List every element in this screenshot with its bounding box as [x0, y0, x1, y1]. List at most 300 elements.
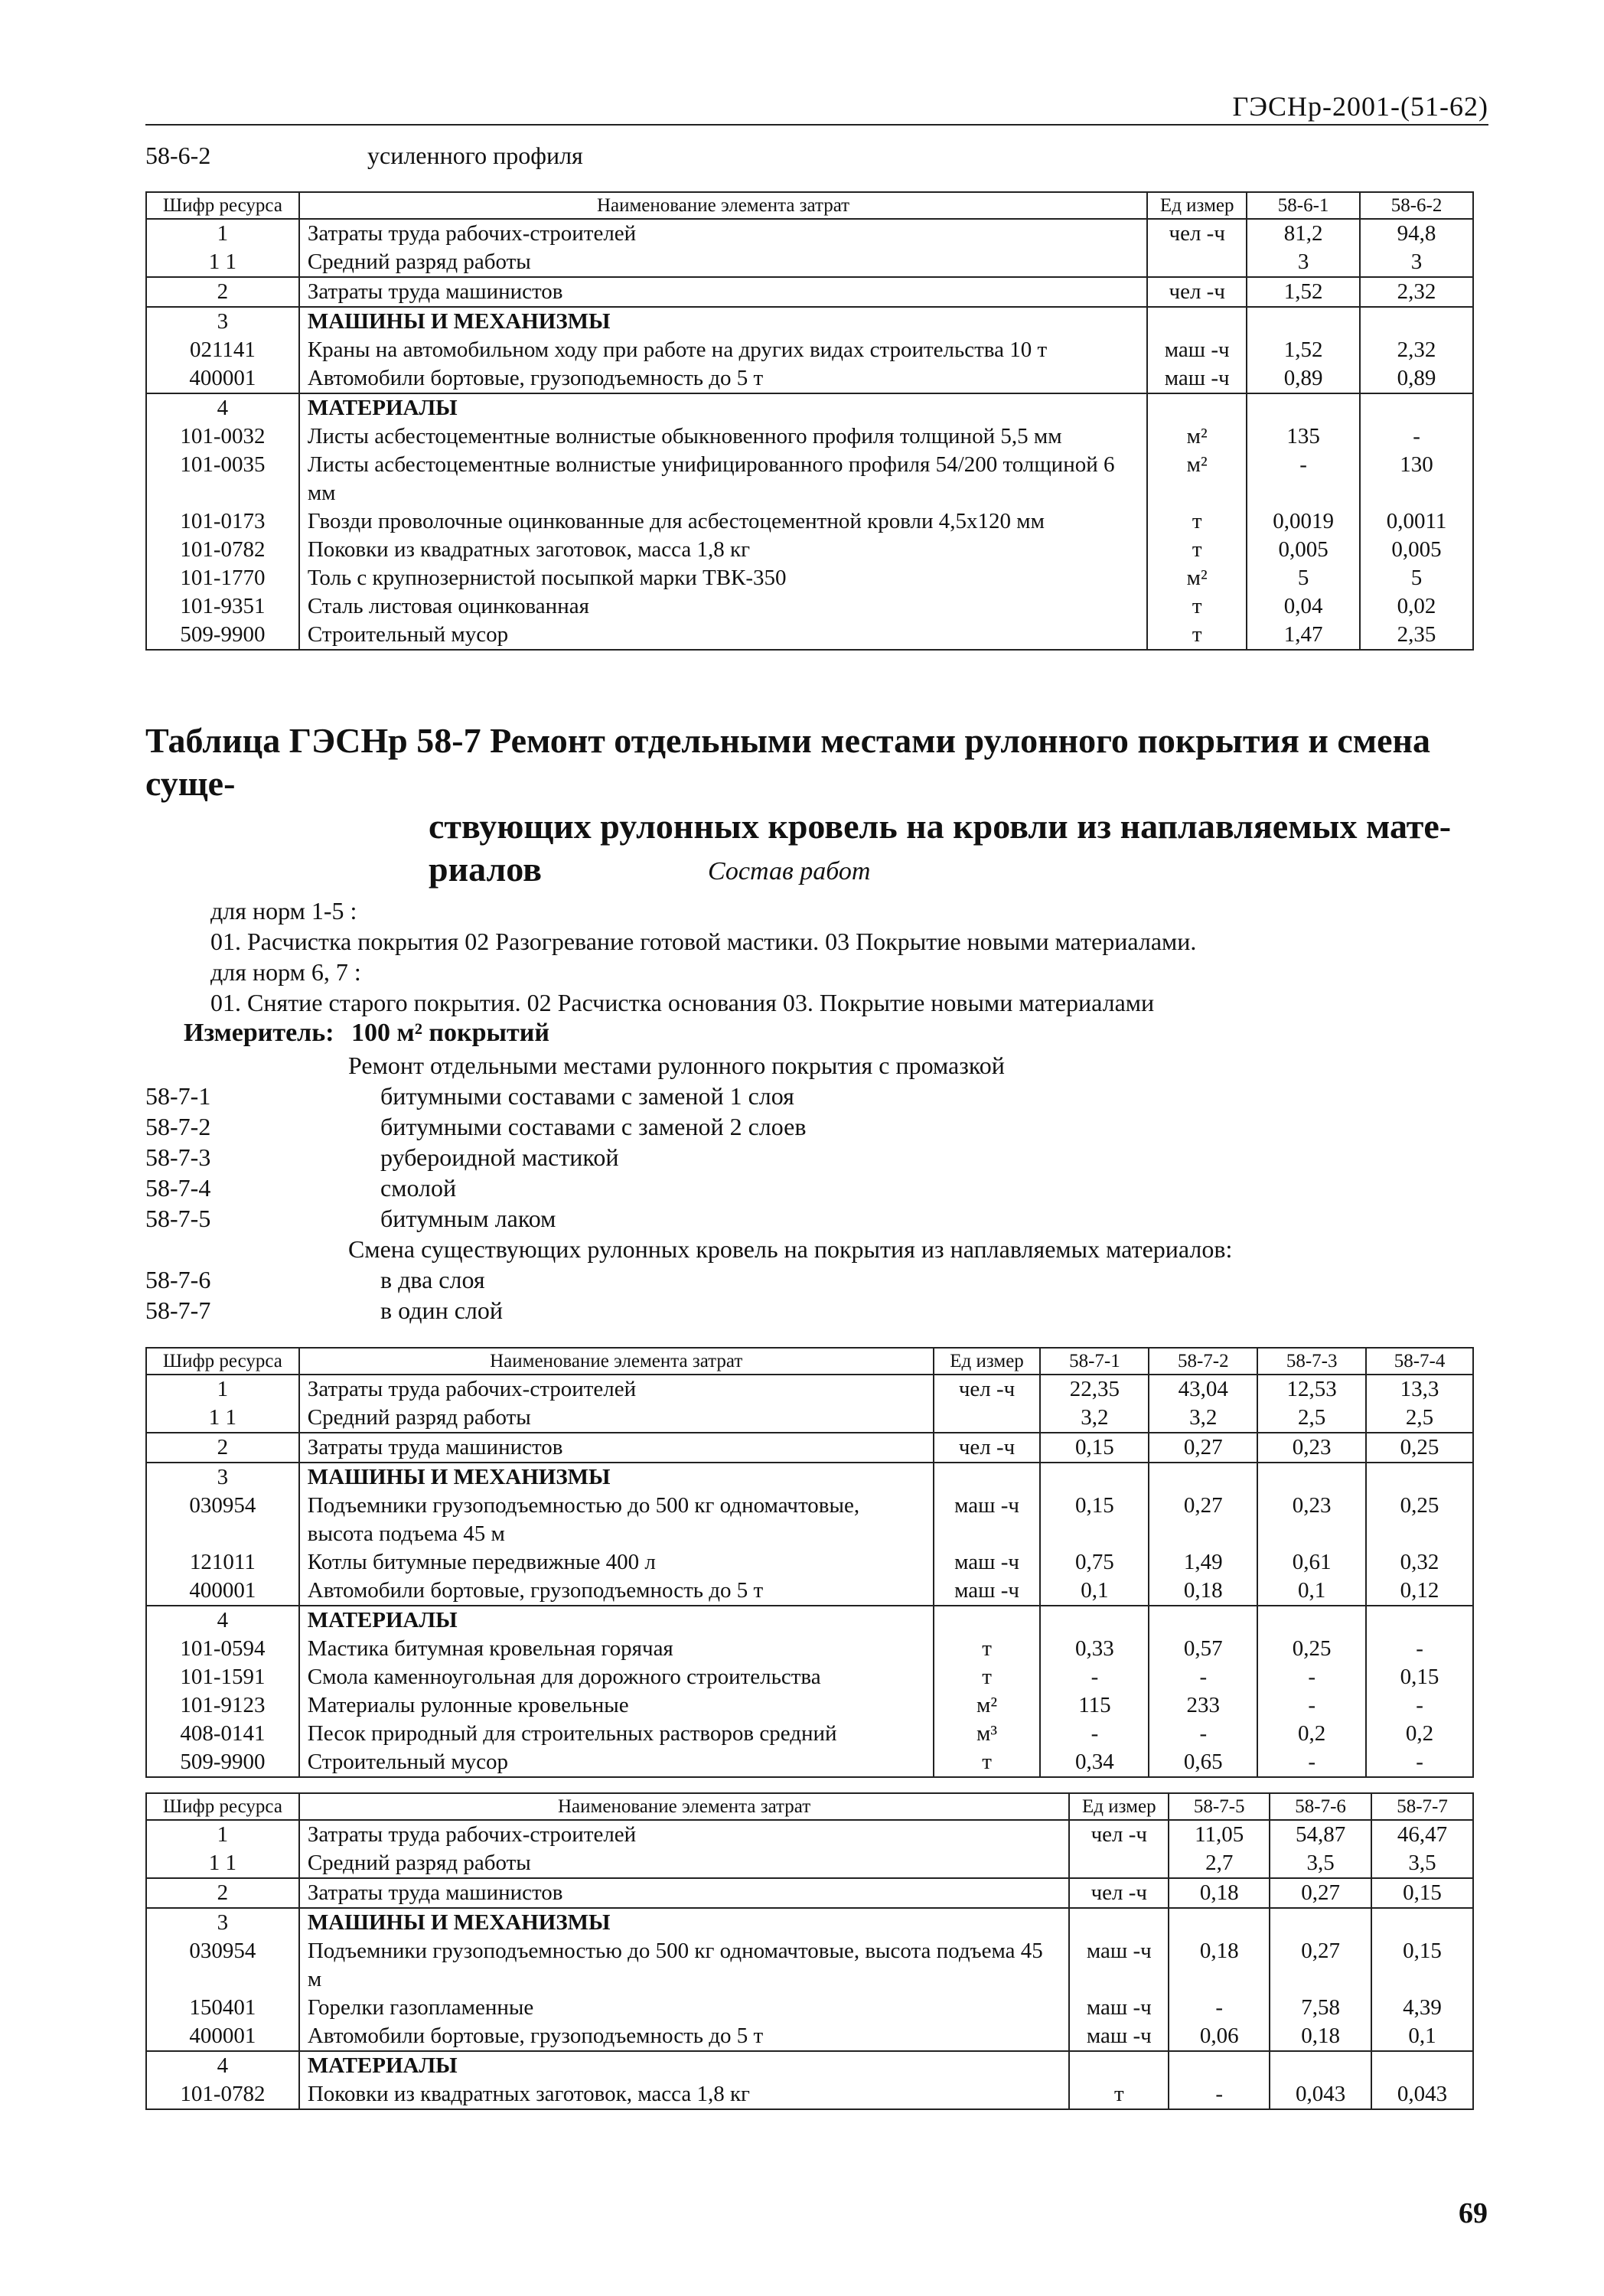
resource-table-58-6: [145, 191, 1474, 651]
norm-value: -: [1169, 1994, 1270, 2022]
cost-item-name: Средний разряд работы: [299, 248, 1147, 277]
resource-code: 1 1: [146, 1849, 299, 1878]
table-row: [146, 621, 1473, 650]
norm-value: 1,52: [1247, 277, 1360, 307]
cost-item-name: Затраты труда машинистов: [299, 1878, 1070, 1908]
norm-value: 0,18: [1169, 1878, 1270, 1908]
norm-value: 0,2: [1257, 1720, 1366, 1748]
norm-value: 0,02: [1360, 592, 1473, 621]
norm-value: 43,04: [1149, 1375, 1257, 1404]
norm-value: 13,3: [1366, 1375, 1473, 1404]
title-line-1: Таблица ГЭСНр 58-7 Ремонт отдельными местами рулонного покрытия и смена суще-: [145, 721, 1431, 803]
norm-value: -: [1360, 422, 1473, 451]
norm-item: [145, 1172, 1370, 1203]
column-header: 58-7-3: [1257, 1348, 1366, 1375]
cost-item-name: Затраты труда машинистов: [299, 1433, 934, 1463]
resource-code: 030954: [146, 1492, 299, 1548]
norm-value: 135: [1247, 422, 1360, 451]
cost-item-name: Подъемники грузоподъемностью до 500 кг одномачтовые, высота подъема 45 м: [299, 1937, 1070, 1994]
norm-value: [1270, 2051, 1371, 2080]
work-composition-heading: Состав работ: [708, 857, 871, 885]
cost-item-name: Мастика битумная кровельная горячая: [299, 1635, 934, 1663]
column-header: 58-7-4: [1366, 1348, 1473, 1375]
table-header-row: [146, 1348, 1473, 1375]
norm-value: 0,57: [1149, 1635, 1257, 1663]
resource-code: 3: [146, 1463, 299, 1492]
work-scope-1: для норм 1-5 :: [210, 897, 357, 925]
table-row: [146, 592, 1473, 621]
cost-item-name: Поковки из квадратных заготовок, масса 1,8 кг: [299, 2080, 1070, 2109]
norm-value: [1371, 1908, 1473, 1937]
resource-code: 101-0032: [146, 422, 299, 451]
unit: чел -ч: [1147, 219, 1247, 248]
resource-code: 021141: [146, 336, 299, 364]
resource-code: 400001: [146, 1577, 299, 1606]
norm-value: 0,89: [1360, 364, 1473, 393]
norm-value: 0,1: [1040, 1577, 1149, 1606]
norm-value: -: [1366, 1635, 1473, 1663]
unit: [934, 1606, 1041, 1635]
page-number: 69: [1459, 2197, 1488, 2229]
norm-value: [1366, 1606, 1473, 1635]
resource-code: 3: [146, 307, 299, 336]
norm-description: усиленного профиля: [367, 142, 583, 169]
norm-value: [1149, 1606, 1257, 1635]
norm-value: 0,33: [1040, 1635, 1149, 1663]
unit: маш -ч: [1069, 2022, 1169, 2051]
resource-code: 408-0141: [146, 1720, 299, 1748]
norm-item-text: смолой: [380, 1174, 457, 1202]
norm-value: 1,52: [1247, 336, 1360, 364]
cost-item-name: Затраты труда рабочих-строителей: [299, 219, 1147, 248]
table-row: [146, 1492, 1473, 1548]
table-row: [146, 451, 1473, 507]
norm-item-code: 58-7-5: [145, 1205, 211, 1232]
table-row: [146, 1994, 1473, 2022]
unit: маш -ч: [1147, 364, 1247, 393]
table-row: [146, 393, 1473, 422]
resource-code: 101-0173: [146, 507, 299, 536]
norm-value: 0,89: [1247, 364, 1360, 393]
table-row: [146, 1691, 1473, 1720]
unit: т: [934, 1748, 1041, 1777]
norm-value: 81,2: [1247, 219, 1360, 248]
resource-code: 509-9900: [146, 1748, 299, 1777]
table-row: [146, 1878, 1473, 1908]
unit: т: [1069, 2080, 1169, 2109]
unit: [1147, 248, 1247, 277]
meter-value: 100 м² покрытий: [351, 1019, 549, 1047]
cost-item-name: МАШИНЫ И МЕХАНИЗМЫ: [299, 1908, 1070, 1937]
unit: т: [1147, 536, 1247, 564]
norm-value: 0,0011: [1360, 507, 1473, 536]
cost-item-name: Листы асбестоцементные волнистые обыкновенного профиля толщиной 5,5 мм: [299, 422, 1147, 451]
column-header: Наименование элемента затрат: [299, 192, 1147, 219]
norm-value: 0,15: [1371, 1878, 1473, 1908]
table-row: [146, 1748, 1473, 1777]
table-row: [146, 1635, 1473, 1663]
norm-item-text: в один слой: [380, 1296, 504, 1324]
resource-code: 1: [146, 1375, 299, 1404]
norm-item-text: в два слоя: [380, 1266, 485, 1293]
column-header: Ед измер: [1147, 192, 1247, 219]
resource-code: 1 1: [146, 248, 299, 277]
cost-item-name: Котлы битумные передвижные 400 л: [299, 1548, 934, 1577]
table-row: [146, 1548, 1473, 1577]
work-steps-1: 01. Расчистка покрытия 02 Разогревание готовой мастики. 03 Покрытие новыми материалами.: [210, 928, 1197, 955]
cost-item-name: Затраты труда машинистов: [299, 277, 1147, 307]
column-header: Ед измер: [1069, 1793, 1169, 1820]
title-line-3: риалов: [429, 850, 542, 889]
unit: [1069, 2051, 1169, 2080]
cost-item-name: Песок природный для строительных растворов средний: [299, 1720, 934, 1748]
column-header: 58-6-1: [1247, 192, 1360, 219]
table-row: [146, 307, 1473, 336]
table-row: [146, 507, 1473, 536]
cost-item-name: МАТЕРИАЛЫ: [299, 393, 1147, 422]
norm-value: 0,005: [1360, 536, 1473, 564]
cost-item-name: МАТЕРИАЛЫ: [299, 2051, 1070, 2080]
norm-value: 115: [1040, 1691, 1149, 1720]
resource-code: 030954: [146, 1937, 299, 1994]
norm-value: 54,87: [1270, 1820, 1371, 1849]
norm-item-code: 58-7-2: [145, 1113, 211, 1140]
table-row: [146, 1937, 1473, 1994]
norm-value: -: [1257, 1748, 1366, 1777]
column-header: Наименование элемента затрат: [299, 1793, 1070, 1820]
norm-value: 0,25: [1366, 1492, 1473, 1548]
norm-value: 3: [1360, 248, 1473, 277]
column-header: Ед измер: [934, 1348, 1041, 1375]
norm-item-text: битумными составами с заменой 1 слоя: [380, 1082, 794, 1110]
resource-code: 4: [146, 1606, 299, 1635]
cost-item-name: Затраты труда рабочих-строителей: [299, 1820, 1070, 1849]
table-row: [146, 2022, 1473, 2051]
norm-item: [145, 1203, 1370, 1234]
norm-value: -: [1149, 1720, 1257, 1748]
unit: чел -ч: [934, 1375, 1041, 1404]
table-row: [146, 1820, 1473, 1849]
column-header: Шифр ресурса: [146, 192, 299, 219]
norm-value: -: [1149, 1663, 1257, 1691]
norm-value: 3,5: [1270, 1849, 1371, 1878]
unit: м²: [934, 1691, 1041, 1720]
norm-value: [1371, 2051, 1473, 2080]
work-steps-2: 01. Снятие старого покрытия. 02 Расчистка основания 03. Покрытие новыми материалами: [210, 989, 1155, 1016]
resource-code: 101-9123: [146, 1691, 299, 1720]
norm-value: [1360, 393, 1473, 422]
norm-value: 0,15: [1040, 1433, 1149, 1463]
norm-item-code: 58-7-6: [145, 1266, 211, 1293]
resource-code: 1: [146, 219, 299, 248]
norm-value: 0,18: [1149, 1577, 1257, 1606]
column-header: 58-7-7: [1371, 1793, 1473, 1820]
norm-list-1: [145, 1081, 1370, 1234]
norm-list-2: [145, 1264, 1370, 1326]
resource-code: 121011: [146, 1548, 299, 1577]
unit: маш -ч: [934, 1492, 1041, 1548]
norm-value: [1270, 1908, 1371, 1937]
resource-code: 400001: [146, 364, 299, 393]
norm-value: 0,27: [1270, 1878, 1371, 1908]
unit: чел -ч: [1069, 1820, 1169, 1849]
cost-item-name: Листы асбестоцементные волнистые унифицированного профиля 54/200 толщиной 6 мм: [299, 451, 1147, 507]
norm-value: 1,49: [1149, 1548, 1257, 1577]
resource-code: 4: [146, 393, 299, 422]
unit: [1069, 1908, 1169, 1937]
unit: м³: [934, 1720, 1041, 1748]
norm-value: 0,04: [1247, 592, 1360, 621]
column-header: 58-6-2: [1360, 192, 1473, 219]
cost-item-name: Средний разряд работы: [299, 1849, 1070, 1878]
unit: т: [934, 1635, 1041, 1663]
unit: [1147, 393, 1247, 422]
cost-item-name: Толь с крупнозернистой посыпкой марки ТВК-350: [299, 564, 1147, 592]
cost-item-name: Краны на автомобильном ходу при работе на других видах строительства 10 т: [299, 336, 1147, 364]
document-code: ГЭСНр-2001-(51-62): [1232, 91, 1488, 122]
unit: т: [1147, 592, 1247, 621]
norm-value: 3,2: [1040, 1404, 1149, 1433]
norm-value: 22,35: [1040, 1375, 1149, 1404]
norm-value: 0,06: [1169, 2022, 1270, 2051]
unit: т: [1147, 621, 1247, 650]
norm-value: 3,2: [1149, 1404, 1257, 1433]
unit: т: [934, 1663, 1041, 1691]
table-header-row: [146, 1793, 1473, 1820]
unit: маш -ч: [1069, 1937, 1169, 1994]
table-row: [146, 1606, 1473, 1635]
norm-value: 233: [1149, 1691, 1257, 1720]
resource-code: 2: [146, 277, 299, 307]
norm-value: 0,1: [1371, 2022, 1473, 2051]
norm-value: 2,32: [1360, 336, 1473, 364]
norm-value: [1366, 1463, 1473, 1492]
norm-value: -: [1366, 1748, 1473, 1777]
cost-item-name: Поковки из квадратных заготовок, масса 1,8 кг: [299, 536, 1147, 564]
resource-table-58-7-5-7: [145, 1792, 1474, 2110]
cost-item-name: МАТЕРИАЛЫ: [299, 1606, 934, 1635]
table-row: [146, 219, 1473, 248]
cost-item-name: Средний разряд работы: [299, 1404, 934, 1433]
table-row: [146, 364, 1473, 393]
norm-value: 5: [1360, 564, 1473, 592]
norm-value: [1360, 307, 1473, 336]
resource-code: 4: [146, 2051, 299, 2080]
norm-value: 5: [1247, 564, 1360, 592]
norm-value: 2,7: [1169, 1849, 1270, 1878]
resource-code: 101-0594: [146, 1635, 299, 1663]
norm-value: -: [1257, 1663, 1366, 1691]
unit: маш -ч: [934, 1548, 1041, 1577]
norm-value: [1149, 1463, 1257, 1492]
norm-item: [145, 1142, 1370, 1172]
norm-value: 0,18: [1270, 2022, 1371, 2051]
norm-value: 11,05: [1169, 1820, 1270, 1849]
cost-item-name: Строительный мусор: [299, 1748, 934, 1777]
cost-item-name: МАШИНЫ И МЕХАНИЗМЫ: [299, 1463, 934, 1492]
table-row: [146, 1375, 1473, 1404]
resource-table-58-7-1-4: [145, 1347, 1474, 1778]
unit: м²: [1147, 422, 1247, 451]
table-row: [146, 336, 1473, 364]
unit: чел -ч: [1147, 277, 1247, 307]
norm-item-code: 58-7-4: [145, 1174, 211, 1202]
norm-group-1: Ремонт отдельными местами рулонного покрытия с промазкой: [348, 1052, 1005, 1079]
resource-code: 509-9900: [146, 621, 299, 650]
norm-value: 0,0019: [1247, 507, 1360, 536]
norm-value: 2,5: [1366, 1404, 1473, 1433]
unit: [1147, 307, 1247, 336]
norm-value: 0,32: [1366, 1548, 1473, 1577]
table-row: [146, 1849, 1473, 1878]
cost-item-name: Горелки газопламенные: [299, 1994, 1070, 2022]
unit: маш -ч: [1147, 336, 1247, 364]
table-row: [146, 1463, 1473, 1492]
norm-value: 0,15: [1371, 1937, 1473, 1994]
norm-value: [1169, 1908, 1270, 1937]
resource-code: 2: [146, 1433, 299, 1463]
norm-value: 0,34: [1040, 1748, 1149, 1777]
norm-value: 0,043: [1371, 2080, 1473, 2109]
table-row: [146, 1720, 1473, 1748]
norm-value: -: [1040, 1720, 1149, 1748]
norm-item: [145, 1111, 1370, 1142]
norm-value: 0,18: [1169, 1937, 1270, 1994]
norm-value: 3: [1247, 248, 1360, 277]
column-header: 58-7-2: [1149, 1348, 1257, 1375]
norm-value: 0,25: [1257, 1635, 1366, 1663]
resource-code: 101-0782: [146, 2080, 299, 2109]
norm-value: 2,32: [1360, 277, 1473, 307]
cost-item-name: Сталь листовая оцинкованная: [299, 592, 1147, 621]
column-header: Наименование элемента затрат: [299, 1348, 934, 1375]
norm-value: 1,47: [1247, 621, 1360, 650]
norm-value: 0,043: [1270, 2080, 1371, 2109]
cost-item-name: Затраты труда рабочих-строителей: [299, 1375, 934, 1404]
table-row: [146, 2080, 1473, 2109]
table-row: [146, 536, 1473, 564]
unit: чел -ч: [1069, 1878, 1169, 1908]
unit: чел -ч: [934, 1433, 1041, 1463]
norm-value: -: [1257, 1691, 1366, 1720]
table-row: [146, 248, 1473, 277]
resource-code: 101-0782: [146, 536, 299, 564]
norm-item-code: 58-7-7: [145, 1296, 211, 1324]
norm-value: -: [1247, 451, 1360, 507]
norm-value: 0,15: [1366, 1663, 1473, 1691]
norm-group-2: Смена существующих рулонных кровель на покрытия из наплавляемых материалов:: [348, 1235, 1233, 1263]
resource-code: 150401: [146, 1994, 299, 2022]
norm-value: 7,58: [1270, 1994, 1371, 2022]
table-row: [146, 1433, 1473, 1463]
table-row: [146, 564, 1473, 592]
norm-value: 0,15: [1040, 1492, 1149, 1548]
norm-value: [1247, 393, 1360, 422]
table-row: [146, 422, 1473, 451]
table-header-row: [146, 192, 1473, 219]
norm-value: [1247, 307, 1360, 336]
norm-value: 0,27: [1270, 1937, 1371, 1994]
norm-value: 0,2: [1366, 1720, 1473, 1748]
norm-value: 0,27: [1149, 1433, 1257, 1463]
norm-item-text: рубероидной мастикой: [380, 1143, 619, 1171]
resource-code: 2: [146, 1878, 299, 1908]
unit: маш -ч: [934, 1577, 1041, 1606]
norm-value: -: [1169, 2080, 1270, 2109]
norm-item-code: 58-7-1: [145, 1082, 211, 1110]
table-row: [146, 1404, 1473, 1433]
column-header: Шифр ресурса: [146, 1348, 299, 1375]
cost-item-name: Гвозди проволочные оцинкованные для асбестоцементной кровли 4,5х120 мм: [299, 507, 1147, 536]
norm-value: 4,39: [1371, 1994, 1473, 2022]
column-header: 58-7-5: [1169, 1793, 1270, 1820]
norm-item-text: битумным лаком: [380, 1205, 556, 1232]
norm-value: 0,25: [1366, 1433, 1473, 1463]
unit: [934, 1404, 1041, 1433]
column-header: 58-7-1: [1040, 1348, 1149, 1375]
norm-value: -: [1366, 1691, 1473, 1720]
norm-value: 0,27: [1149, 1492, 1257, 1548]
norm-code: 58-6-2: [145, 142, 211, 169]
norm-value: -: [1040, 1663, 1149, 1691]
cost-item-name: Подъемники грузоподъемностью до 500 кг одномачтовые, высота подъема 45 м: [299, 1492, 934, 1548]
norm-value: [1040, 1463, 1149, 1492]
norm-value: [1040, 1606, 1149, 1635]
cost-item-name: Автомобили бортовые, грузоподъемность до 5 т: [299, 1577, 934, 1606]
unit: т: [1147, 507, 1247, 536]
column-header: 58-7-6: [1270, 1793, 1371, 1820]
table-row: [146, 1577, 1473, 1606]
norm-value: 0,1: [1257, 1577, 1366, 1606]
norm-item: [145, 1264, 1370, 1295]
table-row: [146, 1663, 1473, 1691]
norm-value: [1169, 2051, 1270, 2080]
norm-value: 2,5: [1257, 1404, 1366, 1433]
title-line-2: ствующих рулонных кровель на кровли из наплавляемых мате-: [429, 807, 1452, 846]
resource-code: 1: [146, 1820, 299, 1849]
cost-item-name: Автомобили бортовые, грузоподъемность до 5 т: [299, 2022, 1070, 2051]
norm-value: 0,23: [1257, 1492, 1366, 1548]
unit: маш -ч: [1069, 1994, 1169, 2022]
resource-code: 3: [146, 1908, 299, 1937]
column-header: Шифр ресурса: [146, 1793, 299, 1820]
norm-value: 0,12: [1366, 1577, 1473, 1606]
cost-item-name: МАШИНЫ И МЕХАНИЗМЫ: [299, 307, 1147, 336]
cost-item-name: Материалы рулонные кровельные: [299, 1691, 934, 1720]
table-row: [146, 2051, 1473, 2080]
norm-value: 0,61: [1257, 1548, 1366, 1577]
resource-code: 101-9351: [146, 592, 299, 621]
norm-value: [1257, 1606, 1366, 1635]
norm-value: 2,35: [1360, 621, 1473, 650]
unit: [1069, 1849, 1169, 1878]
norm-value: 46,47: [1371, 1820, 1473, 1849]
resource-code: 101-0035: [146, 451, 299, 507]
norm-value: 0,65: [1149, 1748, 1257, 1777]
resource-code: 101-1770: [146, 564, 299, 592]
cost-item-name: Строительный мусор: [299, 621, 1147, 650]
norm-value: 0,75: [1040, 1548, 1149, 1577]
work-scope-2: для норм 6, 7 :: [210, 958, 361, 986]
norm-value: 12,53: [1257, 1375, 1366, 1404]
norm-value: 130: [1360, 451, 1473, 507]
norm-value: [1257, 1463, 1366, 1492]
page-header: [145, 90, 1488, 126]
unit: м²: [1147, 564, 1247, 592]
meter-label: Измеритель:: [184, 1019, 334, 1047]
norm-item-text: битумными составами с заменой 2 слоев: [380, 1113, 807, 1140]
unit: [934, 1463, 1041, 1492]
